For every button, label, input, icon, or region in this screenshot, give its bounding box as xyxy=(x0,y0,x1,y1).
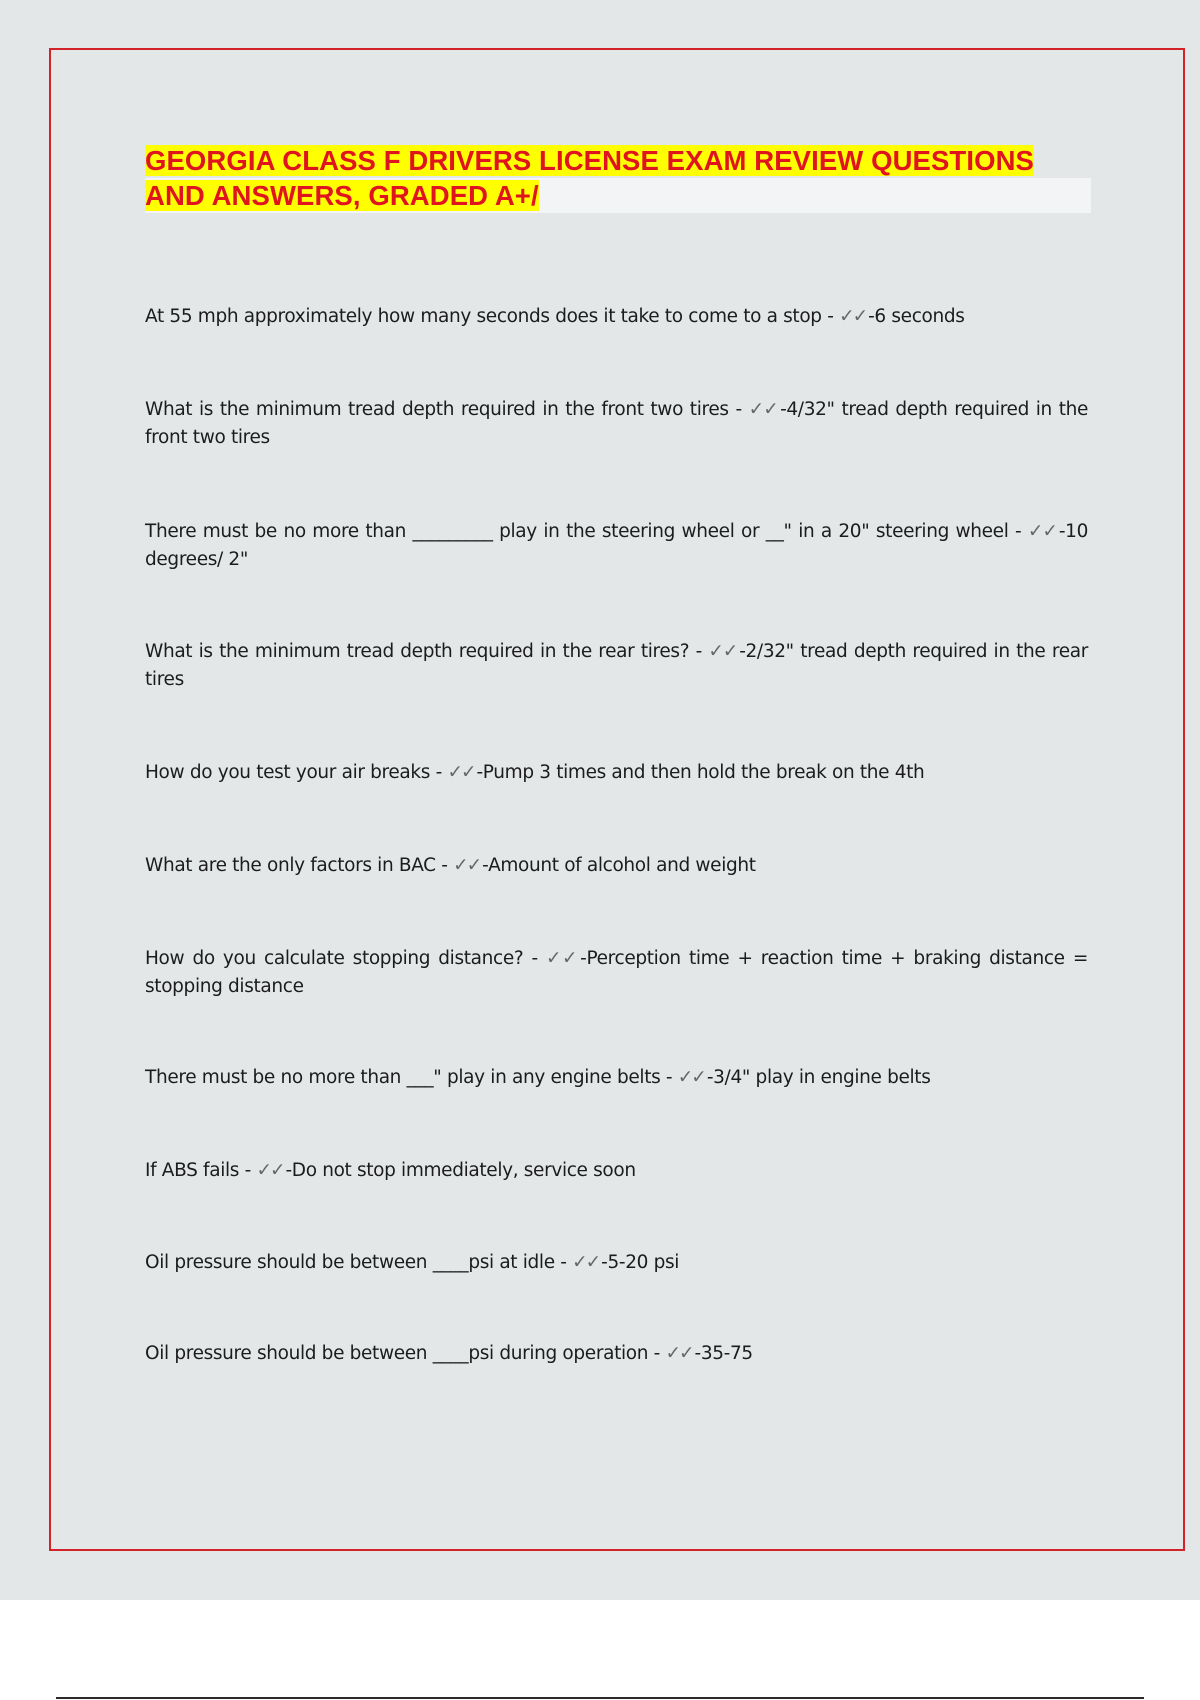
double-check-icon: ✓✓ xyxy=(447,762,475,783)
qa-item-10 xyxy=(145,1249,1088,1277)
qa-item-5 xyxy=(145,759,1088,787)
title-line-2-row xyxy=(145,178,1091,213)
question-text: What is the minimum tread depth required in the front two tires - xyxy=(145,399,742,420)
double-check-icon: ✓✓ xyxy=(453,855,481,876)
answer-text: -Do not stop immediately, service soon xyxy=(285,1160,636,1181)
question-text: Oil pressure should be between ____psi during operation - xyxy=(145,1343,660,1364)
answer-text: -4/32" tread depth required in the front two tires xyxy=(145,399,1089,448)
qa-item-11 xyxy=(145,1340,1088,1368)
double-check-icon: ✓✓ xyxy=(665,1343,693,1364)
footer-divider xyxy=(56,1697,1144,1699)
answer-text: -2/32" tread depth required in the rear tires xyxy=(145,641,1088,690)
qa-item-9 xyxy=(145,1157,1088,1185)
title-line-2: AND ANSWERS, GRADED A+/ xyxy=(145,180,539,211)
qa-item-8 xyxy=(145,1064,1088,1092)
qa-item-6 xyxy=(145,852,1088,880)
answer-text: -10 degrees/ 2" xyxy=(145,521,1088,570)
double-check-icon: ✓✓ xyxy=(256,1160,284,1181)
question-text: If ABS fails - xyxy=(145,1160,251,1181)
page-border-frame xyxy=(49,48,1185,1551)
answer-text: -Amount of alcohol and weight xyxy=(482,855,756,876)
qa-item-7 xyxy=(145,945,1088,1001)
qa-item-4 xyxy=(145,638,1088,694)
qa-item-3 xyxy=(145,518,1088,574)
qa-item-2 xyxy=(145,396,1088,452)
question-text: What is the minimum tread depth required in the rear tires? - xyxy=(145,641,702,662)
qa-item-1 xyxy=(145,303,1088,331)
double-check-icon: ✓✓ xyxy=(545,948,579,969)
answer-text: -35-75 xyxy=(694,1343,753,1364)
double-check-icon: ✓✓ xyxy=(677,1067,705,1088)
answer-text: -Pump 3 times and then hold the break on the 4th xyxy=(476,762,925,783)
question-text: What are the only factors in BAC - xyxy=(145,855,448,876)
question-text: There must be no more than ___" play in any engine belts - xyxy=(145,1067,673,1088)
answer-text: -6 seconds xyxy=(868,306,965,327)
double-check-icon: ✓✓ xyxy=(748,399,779,420)
title-block xyxy=(145,143,1091,213)
question-text: At 55 mph approximately how many seconds does it take to come to a stop - xyxy=(145,306,834,327)
answer-text: -3/4" play in engine belts xyxy=(706,1067,931,1088)
double-check-icon: ✓✓ xyxy=(1027,521,1057,542)
double-check-icon: ✓✓ xyxy=(839,306,867,327)
question-text: How do you calculate stopping distance? - xyxy=(145,948,538,969)
title-line-1: GEORGIA CLASS F DRIVERS LICENSE EXAM REVIEW QUESTIONS xyxy=(145,145,1034,176)
double-check-icon: ✓✓ xyxy=(572,1252,600,1273)
answer-text: -Perception time + reaction time + braking distance = stopping distance xyxy=(145,948,1088,997)
document-title xyxy=(145,143,1091,213)
question-text: Oil pressure should be between ____psi at idle - xyxy=(145,1252,567,1273)
answer-text: -5-20 psi xyxy=(601,1252,680,1273)
double-check-icon: ✓✓ xyxy=(708,641,738,662)
question-text: How do you test your air breaks - xyxy=(145,762,442,783)
question-text: There must be no more than _________ play in the steering wheel or __" in a 20" steering wheel - xyxy=(145,521,1022,542)
